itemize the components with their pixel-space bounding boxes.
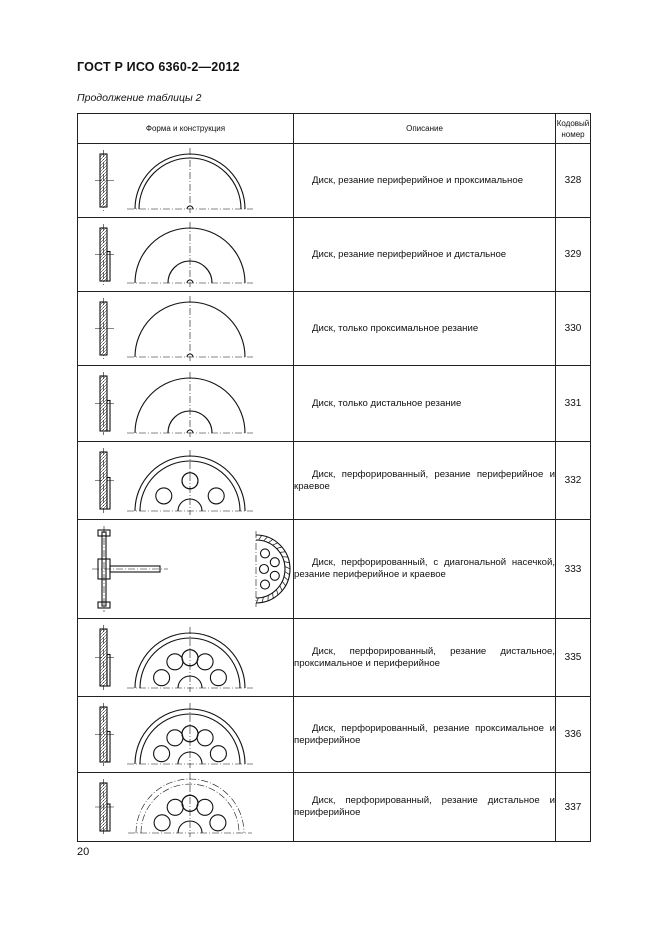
standard-title: ГОСТ Р ИСО 6360-2—2012	[77, 60, 240, 74]
disc-peripheral-proximal-icon	[78, 144, 292, 217]
code-cell: 328	[556, 144, 591, 218]
table-header-row	[78, 114, 591, 144]
table-row	[78, 697, 591, 773]
perforated-serrated-disc-icon	[78, 520, 292, 618]
description-text: Диск, перфорированный, резание проксимальное и периферийное	[294, 722, 555, 746]
description-cell	[294, 520, 556, 619]
table-row	[78, 520, 591, 619]
header-description: Описание	[294, 114, 556, 144]
description-cell	[294, 619, 556, 697]
disc-peripheral-distal-icon	[78, 218, 292, 291]
disc-proximal-icon	[78, 292, 292, 365]
figure-cell	[78, 619, 294, 697]
code-cell: 330	[556, 292, 591, 366]
table-row	[78, 619, 591, 697]
description-text: Диск, перфорированный, резание дистальное и периферийное	[294, 795, 555, 818]
table-row	[78, 773, 591, 842]
figure-cell	[78, 697, 294, 773]
code-cell: 332	[556, 442, 591, 520]
description-text: Диск, перфорированный, резание дистальное, проксимальное и периферийное	[294, 645, 555, 669]
disc-table	[77, 113, 591, 842]
code-cell: 335	[556, 619, 591, 697]
description-cell	[294, 442, 556, 520]
figure-cell	[78, 773, 294, 842]
code-cell: 333	[556, 520, 591, 619]
table-row	[78, 218, 591, 292]
table-row	[78, 366, 591, 442]
perforated-disc-dashed-icon	[78, 773, 292, 841]
description-cell	[294, 292, 556, 366]
code-cell: 337	[556, 773, 591, 842]
description-cell	[294, 144, 556, 218]
figure-cell	[78, 144, 294, 218]
perforated-disc-distal-icon	[78, 619, 292, 696]
description-cell	[294, 773, 556, 842]
figure-cell	[78, 442, 294, 520]
page-number: 20	[77, 846, 90, 858]
description-text: Диск, только дистальное резание	[312, 397, 462, 409]
description-cell	[294, 366, 556, 442]
code-cell: 329	[556, 218, 591, 292]
table-row	[78, 292, 591, 366]
figure-cell	[78, 218, 294, 292]
description-text: Диск, перфорированный, резание периферийное и краевое	[294, 468, 555, 492]
header-figure: Форма и конструкция	[78, 114, 294, 144]
perforated-disc-icon	[78, 442, 292, 519]
description-cell	[294, 218, 556, 292]
header-code: Кодовый номер	[556, 114, 591, 144]
figure-cell	[78, 520, 294, 619]
code-cell: 336	[556, 697, 591, 773]
table-row	[78, 144, 591, 218]
figure-cell	[78, 366, 294, 442]
description-text: Диск, резание периферийное и проксимальное	[312, 174, 524, 186]
description-cell	[294, 697, 556, 773]
perforated-disc-proximal-icon	[78, 697, 292, 772]
description-text: Диск, только проксимальное резание	[312, 322, 479, 334]
disc-distal-icon	[78, 366, 292, 441]
figure-cell	[78, 292, 294, 366]
table-continuation-caption: Продолжение таблицы 2	[77, 92, 202, 104]
description-text: Диск, резание периферийное и дистальное	[312, 248, 507, 260]
table-row	[78, 442, 591, 520]
description-text: Диск, перфорированный, с диагональной насечкой, резание периферийное и краевое	[294, 557, 555, 580]
code-cell: 331	[556, 366, 591, 442]
